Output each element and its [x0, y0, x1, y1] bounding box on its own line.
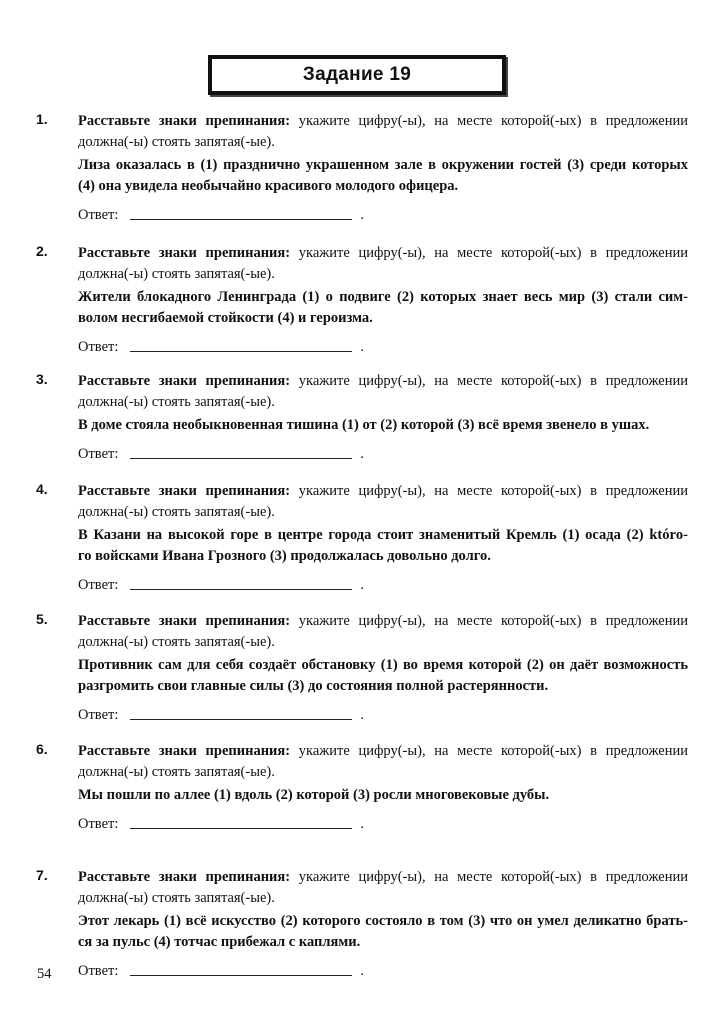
instruction-text-line2: должна(-ы) стоять запятая(-ые). [78, 134, 275, 150]
task-instruction [78, 111, 688, 153]
answer-label: Ответ: [78, 816, 119, 832]
task-sentence [78, 155, 688, 197]
task-title: Задание 19 [302, 64, 412, 85]
instruction-text: укажите цифру(-ы), на месте которой(-ых) в предложении [298, 743, 688, 759]
answer-period: . [360, 577, 364, 593]
answer-row [78, 442, 688, 463]
answer-row [78, 703, 688, 724]
task-body [78, 611, 688, 724]
answer-row [78, 959, 688, 980]
answer-period: . [360, 207, 364, 223]
answer-row [78, 573, 688, 594]
task-instruction [78, 481, 688, 523]
instruction-text-line2: должна(-ы) стоять запятая(-ые). [78, 890, 275, 906]
answer-input-line[interactable] [130, 219, 352, 220]
answer-label: Ответ: [78, 963, 119, 979]
instruction-text-line2: должна(-ы) стоять запятая(-ые). [78, 266, 275, 282]
task-instruction [78, 867, 688, 909]
answer-row [78, 812, 688, 833]
task-instruction [78, 371, 688, 413]
answer-input-line[interactable] [130, 458, 352, 459]
task-number: 4. [36, 481, 48, 497]
answer-label: Ответ: [78, 339, 119, 355]
task-sentence [78, 415, 688, 436]
task-instruction [78, 741, 688, 783]
instruction-bold: Расставьте знаки препинания: [78, 869, 291, 885]
answer-input-line[interactable] [130, 975, 352, 976]
instruction-text-line2: должна(-ы) стоять запятая(-ые). [78, 764, 275, 780]
instruction-text: укажите цифру(-ы), на месте которой(-ых) в предложении [298, 483, 688, 499]
task-title-box [208, 55, 506, 95]
answer-label: Ответ: [78, 446, 119, 462]
instruction-bold: Расставьте знаки препинания: [78, 613, 291, 629]
sentence-line: разгромить свои главные силы (3) до состояния полной растерянности. [78, 678, 549, 694]
instruction-bold: Расставьте знаки препинания: [78, 743, 291, 759]
answer-period: . [360, 707, 364, 723]
answer-row [78, 335, 688, 356]
page-number: 54 [37, 966, 52, 982]
instruction-bold: Расставьте знаки препинания: [78, 483, 291, 499]
task-body [78, 371, 688, 463]
task-sentence [78, 287, 688, 329]
instruction-text: укажите цифру(-ы), на месте которой(-ых) в предложении [298, 245, 688, 261]
sentence-line: В доме стояла необыкновенная тишина (1) от (2) которой (3) всё время звенело в ушах. [78, 417, 650, 433]
instruction-bold: Расставьте знаки препинания: [78, 373, 291, 389]
sentence-line: го войсками Ивана Грозного (3) продолжалась довольно долго. [78, 548, 491, 564]
answer-label: Ответ: [78, 707, 119, 723]
instruction-text-line2: должна(-ы) стоять запятая(-ые). [78, 634, 275, 650]
task-body [78, 741, 688, 833]
sentence-line: ся за пульс (4) тотчас прибежал с каплями. [78, 934, 361, 950]
task-number: 3. [36, 371, 48, 387]
task-instruction [78, 611, 688, 653]
sentence-line: Лиза оказалась в (1) празднично украшенном зале в окружении гостей (3) среди которых [78, 157, 688, 173]
answer-label: Ответ: [78, 207, 119, 223]
sentence-line: (4) она увидела необычайно красивого молодого офицера. [78, 178, 459, 194]
sentence-line: Противник сам для себя создаёт обстановку (1) во время которой (2) он даёт возможность [78, 657, 688, 673]
sentence-line: В Казани на высокой горе в центре города стоит знаменитый Кремль (1) осада (2) którо- [78, 527, 688, 543]
answer-period: . [360, 816, 364, 832]
task-sentence [78, 785, 688, 806]
answer-row [78, 203, 688, 224]
task-sentence [78, 911, 688, 953]
task-number: 2. [36, 243, 48, 259]
answer-period: . [360, 339, 364, 355]
task-body [78, 111, 688, 224]
answer-input-line[interactable] [130, 589, 352, 590]
instruction-bold: Расставьте знаки препинания: [78, 113, 291, 129]
instruction-text-line2: должна(-ы) стоять запятая(-ые). [78, 394, 275, 410]
task-body [78, 243, 688, 356]
task-number: 7. [36, 867, 48, 883]
task-instruction [78, 243, 688, 285]
task-body [78, 481, 688, 594]
task-number: 1. [36, 111, 48, 127]
answer-input-line[interactable] [130, 828, 352, 829]
sentence-line: Этот лекарь (1) всё искусство (2) которого состояло в том (3) что он умел деликатно брать- [78, 913, 688, 929]
task-sentence [78, 525, 688, 567]
answer-input-line[interactable] [130, 719, 352, 720]
answer-period: . [360, 446, 364, 462]
task-number: 6. [36, 741, 48, 757]
sentence-line: волом несгибаемой стойкости (4) и героизма. [78, 310, 373, 326]
instruction-text: укажите цифру(-ы), на месте которой(-ых) в предложении [298, 113, 688, 129]
sentence-line: Мы пошли по аллее (1) вдоль (2) которой (3) росли многовековые дубы. [78, 787, 550, 803]
instruction-text: укажите цифру(-ы), на месте которой(-ых) в предложении [298, 869, 688, 885]
answer-label: Ответ: [78, 577, 119, 593]
answer-input-line[interactable] [130, 351, 352, 352]
instruction-text: укажите цифру(-ы), на месте которой(-ых) в предложении [298, 373, 688, 389]
sentence-line: Жители блокадного Ленинграда (1) о подвиге (2) которых знает весь мир (3) стали сим- [78, 289, 688, 305]
task-sentence [78, 655, 688, 697]
task-number: 5. [36, 611, 48, 627]
instruction-bold: Расставьте знаки препинания: [78, 245, 291, 261]
instruction-text: укажите цифру(-ы), на месте которой(-ых) в предложении [298, 613, 688, 629]
task-body [78, 867, 688, 980]
answer-period: . [360, 963, 364, 979]
instruction-text-line2: должна(-ы) стоять запятая(-ые). [78, 504, 275, 520]
